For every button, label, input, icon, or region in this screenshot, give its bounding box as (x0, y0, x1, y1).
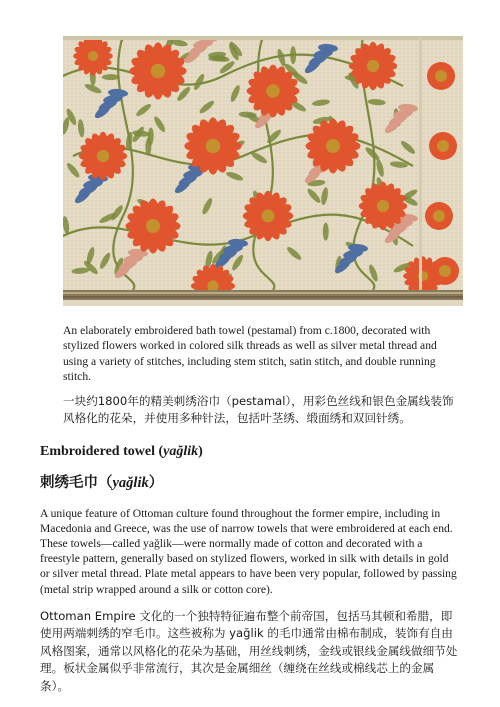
document-body (40, 323, 460, 695)
flower-center (433, 210, 445, 222)
section-heading-zh: 刺绣毛巾（yağlik） (40, 474, 164, 491)
towel-bottom-fringe (63, 300, 463, 306)
flower-center (146, 219, 160, 233)
towel-top-edge (63, 36, 463, 40)
flower-center (437, 140, 449, 152)
section-heading-en: Embroidered towel (yağlik) (40, 443, 203, 459)
flower-center (206, 139, 221, 154)
flower-center (326, 139, 340, 153)
flower-center (435, 70, 447, 82)
embroidered-towel-image (63, 36, 463, 306)
leaf (102, 74, 120, 80)
flower-center (151, 64, 166, 79)
flower-center (262, 210, 275, 223)
figure-caption-zh: 一块约1800年的精美刺绣浴巾（pestamal），用彩色丝线和银色金属线装饰风格化的花朵，并使用多种针法，包括叶茎绣、缎面绣和双回针绣。 (63, 393, 454, 425)
body-paragraph-en: A unique feature of Ottoman culture found throughout the former empire, including in Macedonia and Greece, was the use of narrow towels that were embroidered at each end. These towels—called yağlik—were normally made of cotton and decorated with a freestyle pattern, generally based on stylized flowers, worked in silk with details in gold or silver metal thread. Plate metal appears to have been very popular, followed by passing (metal strip wrapped around a silk or cotton core). (40, 506, 457, 596)
flower-center (97, 150, 109, 162)
towel-illustration (63, 36, 463, 306)
flower-center (439, 265, 451, 277)
flower-center (207, 280, 218, 291)
metal-thread-border (63, 290, 463, 300)
flower-center (377, 200, 389, 212)
flower-center (88, 51, 98, 61)
figure-caption-en: An elaborately embroidered bath towel (pestamal) from c.1800, decorated with stylized flowers worked in colored silk threads as well as silver metal thread and using a variety of stitches, including stem stitch, satin stitch, and double running stitch. (63, 324, 437, 384)
panel-divider (419, 36, 422, 290)
flower-center (367, 60, 379, 72)
flower-center (266, 84, 279, 97)
body-paragraph-zh: Ottoman Empire 文化的一个独特特征遍布整个前帝国，包括马其顿和希腊，即使用两端刺绣的窄毛巾。这些被称为 yağlik 的毛巾通常由棉布制成，装饰有自由风格图案，通常以风格化的花朵为基础，用丝线刺绣，金线或银线金属线做细节处理。板状金属似乎非常流行，其次是金属细丝（缠绕在丝线或棉线芯上的金属条）。 (40, 608, 458, 693)
